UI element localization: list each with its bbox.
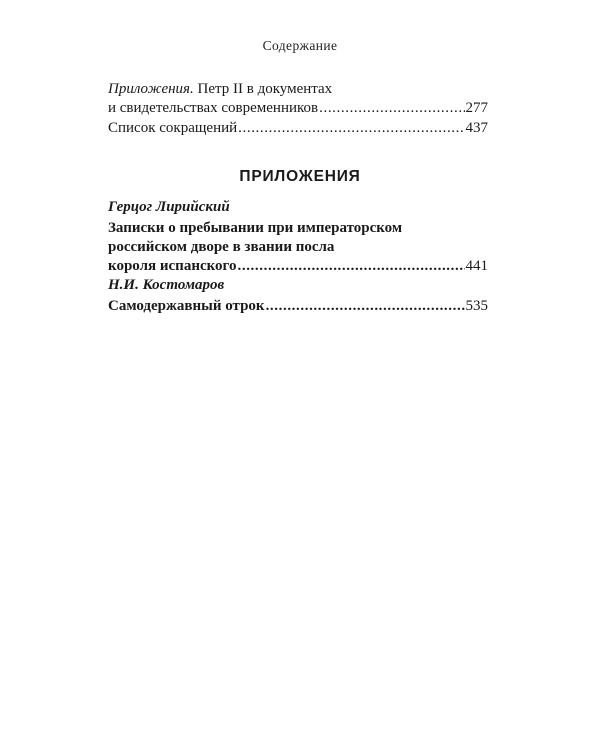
work-title-line3-text: короля испанского [108, 258, 237, 274]
author-name: Герцог Лирийский [108, 199, 230, 215]
page-number: 441 [465, 258, 488, 274]
dot-leader [266, 297, 465, 316]
abbreviations-title: Список сокращений [108, 120, 238, 136]
dot-leader [238, 119, 464, 138]
toc-entry-appendix-line2 [108, 99, 488, 118]
toc-entry-liria[interactable] [108, 198, 488, 276]
work-title-line1 [108, 297, 488, 316]
work-title-line2: российском дворе в звании посла [108, 239, 335, 255]
work-title-line1: Записки о пребывании при императорском [108, 220, 403, 236]
toc-entry-abbreviations[interactable] [108, 119, 488, 138]
appendix-italic-label: Приложения. [108, 81, 194, 97]
work-title-line3 [108, 257, 488, 276]
toc-entry-appendix[interactable] [108, 80, 488, 118]
appendix-title-part2: и свидетельствах современников [108, 100, 319, 116]
toc-entry-abbreviations-line [108, 119, 488, 138]
toc-entry-appendix-line1 [108, 80, 488, 99]
dot-leader [319, 99, 464, 118]
appendix-title-part1: Петр II в документах [197, 81, 333, 97]
work-title-line1-text: Самодержавный отрок [108, 298, 265, 314]
dot-leader [238, 257, 465, 276]
page-number: 437 [465, 120, 488, 136]
running-head: Содержание [262, 38, 338, 53]
appendices-heading: ПРИЛОЖЕНИЯ [239, 168, 361, 185]
page-number: 535 [465, 298, 488, 314]
toc-entry-kostomarov[interactable] [108, 276, 488, 316]
author-name: Н.И. Костомаров [108, 277, 225, 293]
page-number: 277 [465, 100, 488, 116]
